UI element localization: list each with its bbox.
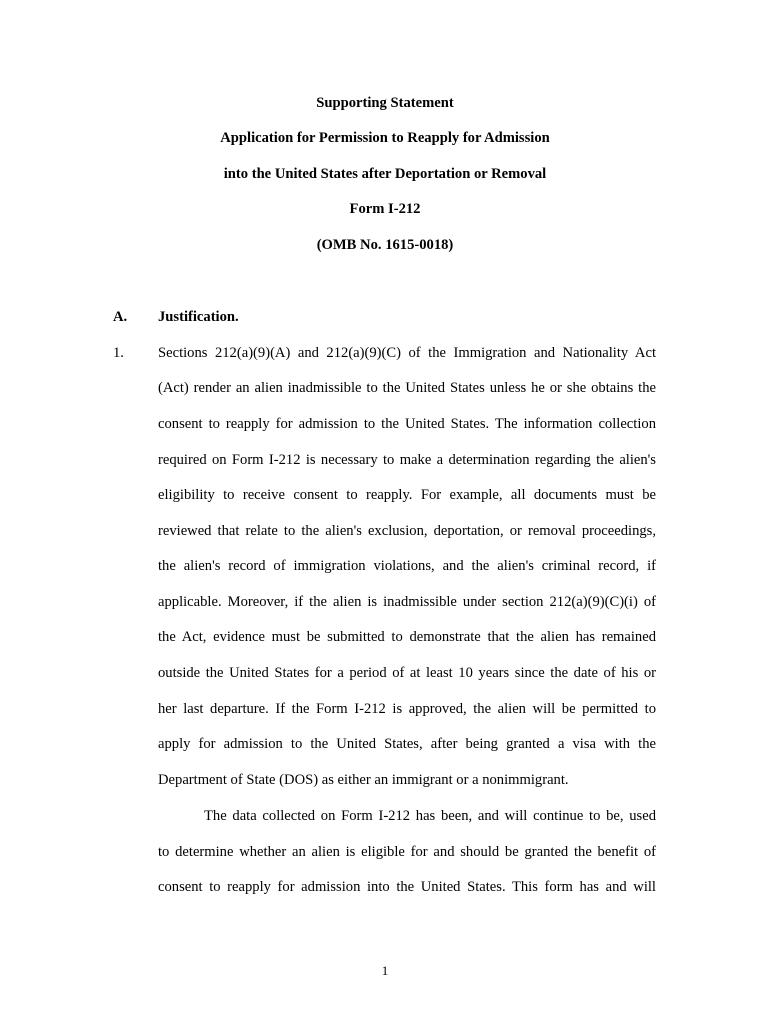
paragraph-line: eligibility to receive consent to reapply. For example, all documents must be <box>158 487 656 503</box>
paragraph-line: consent to reapply for admission into the United States. This form has and will <box>158 879 656 895</box>
doc-subtitle-line-1: Application for Permission to Reapply for Admission <box>220 130 550 146</box>
paragraph-line: outside the United States for a period of at least 10 years since the date of his or <box>158 665 656 681</box>
paragraph-line: reviewed that relate to the alien's exclusion, deportation, or removal proceedings, <box>158 523 656 539</box>
section-label: A. <box>113 309 128 325</box>
section-title: Justification. <box>158 309 239 325</box>
paragraph-line: to determine whether an alien is eligible for and should be granted the benefit of <box>158 844 656 860</box>
paragraph-line: Sections 212(a)(9)(A) and 212(a)(9)(C) of the Immigration and Nationality Act <box>158 345 656 361</box>
paragraph-line: the Act, evidence must be submitted to demonstrate that the alien has remained <box>158 629 656 645</box>
paragraph-line: The data collected on Form I-212 has been, and will continue to be, used <box>204 808 656 824</box>
paragraph-line: the alien's record of immigration violations, and the alien's criminal record, if <box>158 558 656 574</box>
paragraph-line: Department of State (DOS) as either an immigrant or a nonimmigrant. <box>158 772 569 788</box>
form-number: Form I-212 <box>349 201 421 217</box>
paragraph-line: apply for admission to the United States, after being granted a visa with the <box>158 736 656 752</box>
paragraph-line: required on Form I-212 is necessary to make a determination regarding the alien's <box>158 452 656 468</box>
paragraph-line: consent to reapply for admission to the United States. The information collection <box>158 416 656 432</box>
paragraph-line: her last departure. If the Form I-212 is approved, the alien will be permitted to <box>158 701 656 717</box>
omb-number: (OMB No. 1615-0018) <box>316 237 454 253</box>
doc-title: Supporting Statement <box>316 95 454 111</box>
paragraph-line: applicable. Moreover, if the alien is inadmissible under section 212(a)(9)(C)(i) of <box>158 594 656 610</box>
doc-subtitle-line-2: into the United States after Deportation or Removal <box>223 166 547 182</box>
item-number: 1. <box>113 345 124 361</box>
page-number: 1 <box>381 963 389 978</box>
paragraph-line: (Act) render an alien inadmissible to the United States unless he or she obtains the <box>158 380 656 396</box>
